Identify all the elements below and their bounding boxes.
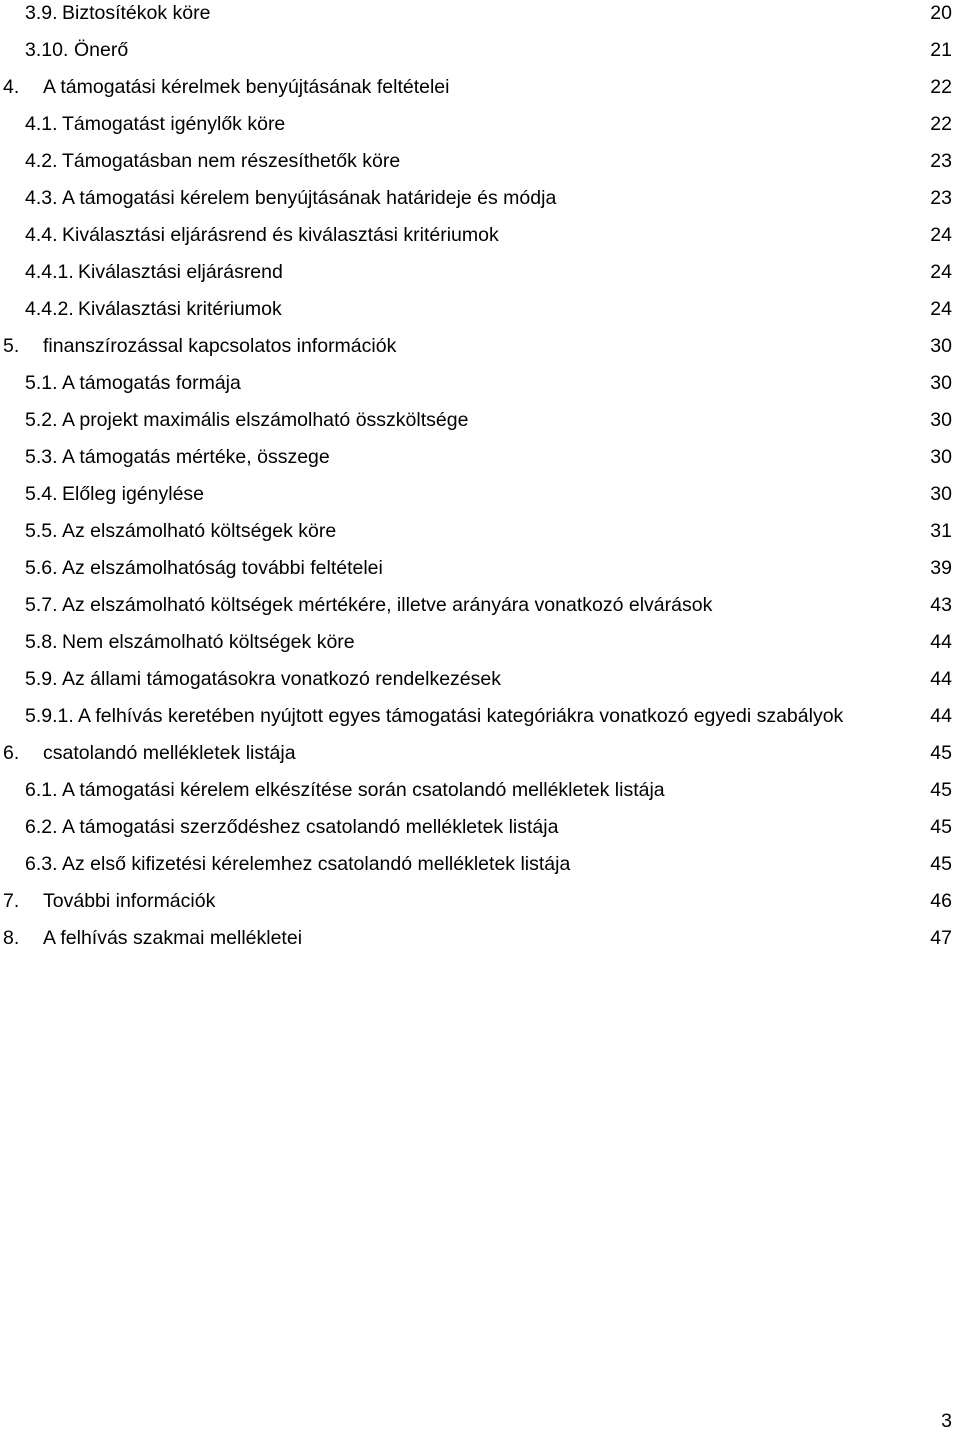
toc-entry-page: 30 — [930, 372, 952, 394]
toc-entry-number: 5.8. — [25, 631, 58, 653]
toc-entry-page: 24 — [930, 298, 952, 320]
toc-entry[interactable] — [0, 481, 960, 518]
toc-entry[interactable] — [0, 888, 960, 925]
toc-entry[interactable] — [0, 148, 960, 185]
toc-entry-number: 4.4.1. — [25, 261, 74, 283]
toc-entry-page: 22 — [930, 113, 952, 135]
toc-entry-page: 46 — [930, 890, 952, 912]
toc-entry-number: 4.2. — [25, 150, 58, 172]
toc-entry-number: 3.9. — [25, 2, 58, 24]
toc-entry-title: A támogatási szerződéshez csatolandó mellékletek listája — [62, 816, 559, 838]
toc-entry-page: 45 — [930, 853, 952, 875]
toc-entry[interactable] — [0, 629, 960, 666]
toc-entry-page: 30 — [930, 409, 952, 431]
toc-entry[interactable] — [0, 296, 960, 333]
toc-entry-title: A felhívás szakmai mellékletei — [43, 927, 303, 949]
toc-entry-page: 30 — [930, 335, 952, 357]
toc-entry-title: Az elszámolható költségek köre — [62, 520, 337, 542]
toc-entry-number: 6.1. — [25, 779, 58, 801]
toc-entry-number: 5.3. — [25, 446, 58, 468]
toc-entry-page: 47 — [930, 927, 952, 949]
toc-entry-title: Támogatásban nem részesíthetők köre — [62, 150, 401, 172]
toc-entry-title: A felhívás keretében nyújtott egyes támogatási kategóriákra vonatkozó egyedi szabályok — [78, 705, 844, 727]
toc-entry-title: Kiválasztási eljárásrend — [78, 261, 283, 283]
toc-entry-title: Az állami támogatásokra vonatkozó rendelkezések — [62, 668, 501, 690]
toc-entry-title: Önerő — [74, 39, 129, 61]
toc-entry-title: finanszírozással kapcsolatos információk — [43, 335, 397, 357]
toc-entry[interactable] — [0, 185, 960, 222]
toc-entry-title: Kiválasztási eljárásrend és kiválasztási kritériumok — [62, 224, 499, 246]
toc-entry-title: Előleg igénylése — [62, 483, 205, 505]
toc-entry-page: 23 — [930, 187, 952, 209]
toc-entry[interactable] — [0, 666, 960, 703]
toc-entry[interactable] — [0, 777, 960, 814]
toc-entry-number: 3.10. — [25, 39, 69, 61]
toc-entry-title: Kiválasztási kritériumok — [78, 298, 282, 320]
toc-entry[interactable] — [0, 222, 960, 259]
toc-entry-title: Támogatást igénylők köre — [62, 113, 286, 135]
toc-entry-number: 6.2. — [25, 816, 58, 838]
toc-entry-number: 4.1. — [25, 113, 58, 135]
toc-entry-title: Biztosítékok köre — [62, 2, 211, 24]
toc-entry-number: 5.5. — [25, 520, 58, 542]
toc-entry-number: 5.2. — [25, 409, 58, 431]
toc-entry[interactable] — [0, 0, 960, 37]
toc-entry-title: A támogatási kérelmek benyújtásának feltételei — [43, 76, 450, 98]
toc-entry-page: 44 — [930, 668, 952, 690]
toc-entry[interactable] — [0, 37, 960, 74]
toc-entry-page: 43 — [930, 594, 952, 616]
toc-entry-page: 24 — [930, 224, 952, 246]
toc-entry-number: 5.1. — [25, 372, 58, 394]
toc-entry-page: 20 — [930, 2, 952, 24]
toc-entry-title: A támogatás mértéke, összege — [62, 446, 330, 468]
toc-entry[interactable] — [0, 370, 960, 407]
toc-entry-title: Nem elszámolható költségek köre — [62, 631, 355, 653]
toc-entry[interactable] — [0, 851, 960, 888]
toc-entry-title: További információk — [43, 890, 216, 912]
toc-entry-page: 22 — [930, 76, 952, 98]
toc-entry-title: A támogatási kérelem elkészítése során csatolandó mellékletek listája — [62, 779, 665, 801]
toc-entry-title: A támogatási kérelem benyújtásának határideje és módja — [62, 187, 557, 209]
toc-entry-number: 6. — [3, 742, 20, 764]
toc-entry-page: 39 — [930, 557, 952, 579]
toc-entry-page: 44 — [930, 705, 952, 727]
toc-entry-page: 45 — [930, 816, 952, 838]
toc-entry-number: 6.3. — [25, 853, 58, 875]
toc-entry[interactable] — [0, 259, 960, 296]
toc-entry-title: A támogatás formája — [62, 372, 241, 394]
toc-entry-number: 4.4.2. — [25, 298, 74, 320]
toc-entry-page: 45 — [930, 742, 952, 764]
toc-entry-title: Az elszámolható költségek mértékére, illetve arányára vonatkozó elvárások — [62, 594, 713, 616]
toc-entry[interactable] — [0, 555, 960, 592]
toc-entry-number: 4.4. — [25, 224, 58, 246]
toc-entry-number: 5.9.1. — [25, 705, 74, 727]
toc-entry-title: Az első kifizetési kérelemhez csatolandó mellékletek listája — [62, 853, 571, 875]
toc-entry-number: 5.7. — [25, 594, 58, 616]
toc-entry-number: 5. — [3, 335, 20, 357]
toc-entry-title: Az elszámolhatóság további feltételei — [62, 557, 383, 579]
toc-entry[interactable] — [0, 814, 960, 851]
toc-entry-page: 24 — [930, 261, 952, 283]
toc-entry[interactable] — [0, 407, 960, 444]
toc-entry-page: 30 — [930, 446, 952, 468]
toc-entry-number: 5.6. — [25, 557, 58, 579]
toc-entry-number: 8. — [3, 927, 20, 949]
toc-entry-number: 4. — [3, 76, 20, 98]
toc-entry[interactable] — [0, 74, 960, 111]
toc-entry[interactable] — [0, 740, 960, 777]
toc-entry-page: 45 — [930, 779, 952, 801]
toc-entry-title: csatolandó mellékletek listája — [43, 742, 296, 764]
toc-entry[interactable] — [0, 111, 960, 148]
toc-entry-page: 30 — [930, 483, 952, 505]
toc-entry[interactable] — [0, 592, 960, 629]
toc-entry-page: 23 — [930, 150, 952, 172]
toc-entry[interactable] — [0, 518, 960, 555]
toc-entry-title: A projekt maximális elszámolható összköltsége — [62, 409, 469, 431]
toc-entry-number: 5.4. — [25, 483, 58, 505]
toc-entry-page: 21 — [930, 39, 952, 61]
toc-entry-page: 44 — [930, 631, 952, 653]
toc-entry-number: 4.3. — [25, 187, 58, 209]
toc-entry-page: 31 — [930, 520, 952, 542]
toc-entry[interactable] — [0, 925, 960, 962]
toc-entry-number: 5.9. — [25, 668, 58, 690]
toc-entry[interactable] — [0, 333, 960, 370]
toc-entry-number: 7. — [3, 890, 20, 912]
toc-entry[interactable] — [0, 444, 960, 481]
page-number: 3 — [941, 1410, 952, 1432]
toc-entry[interactable] — [0, 703, 960, 740]
